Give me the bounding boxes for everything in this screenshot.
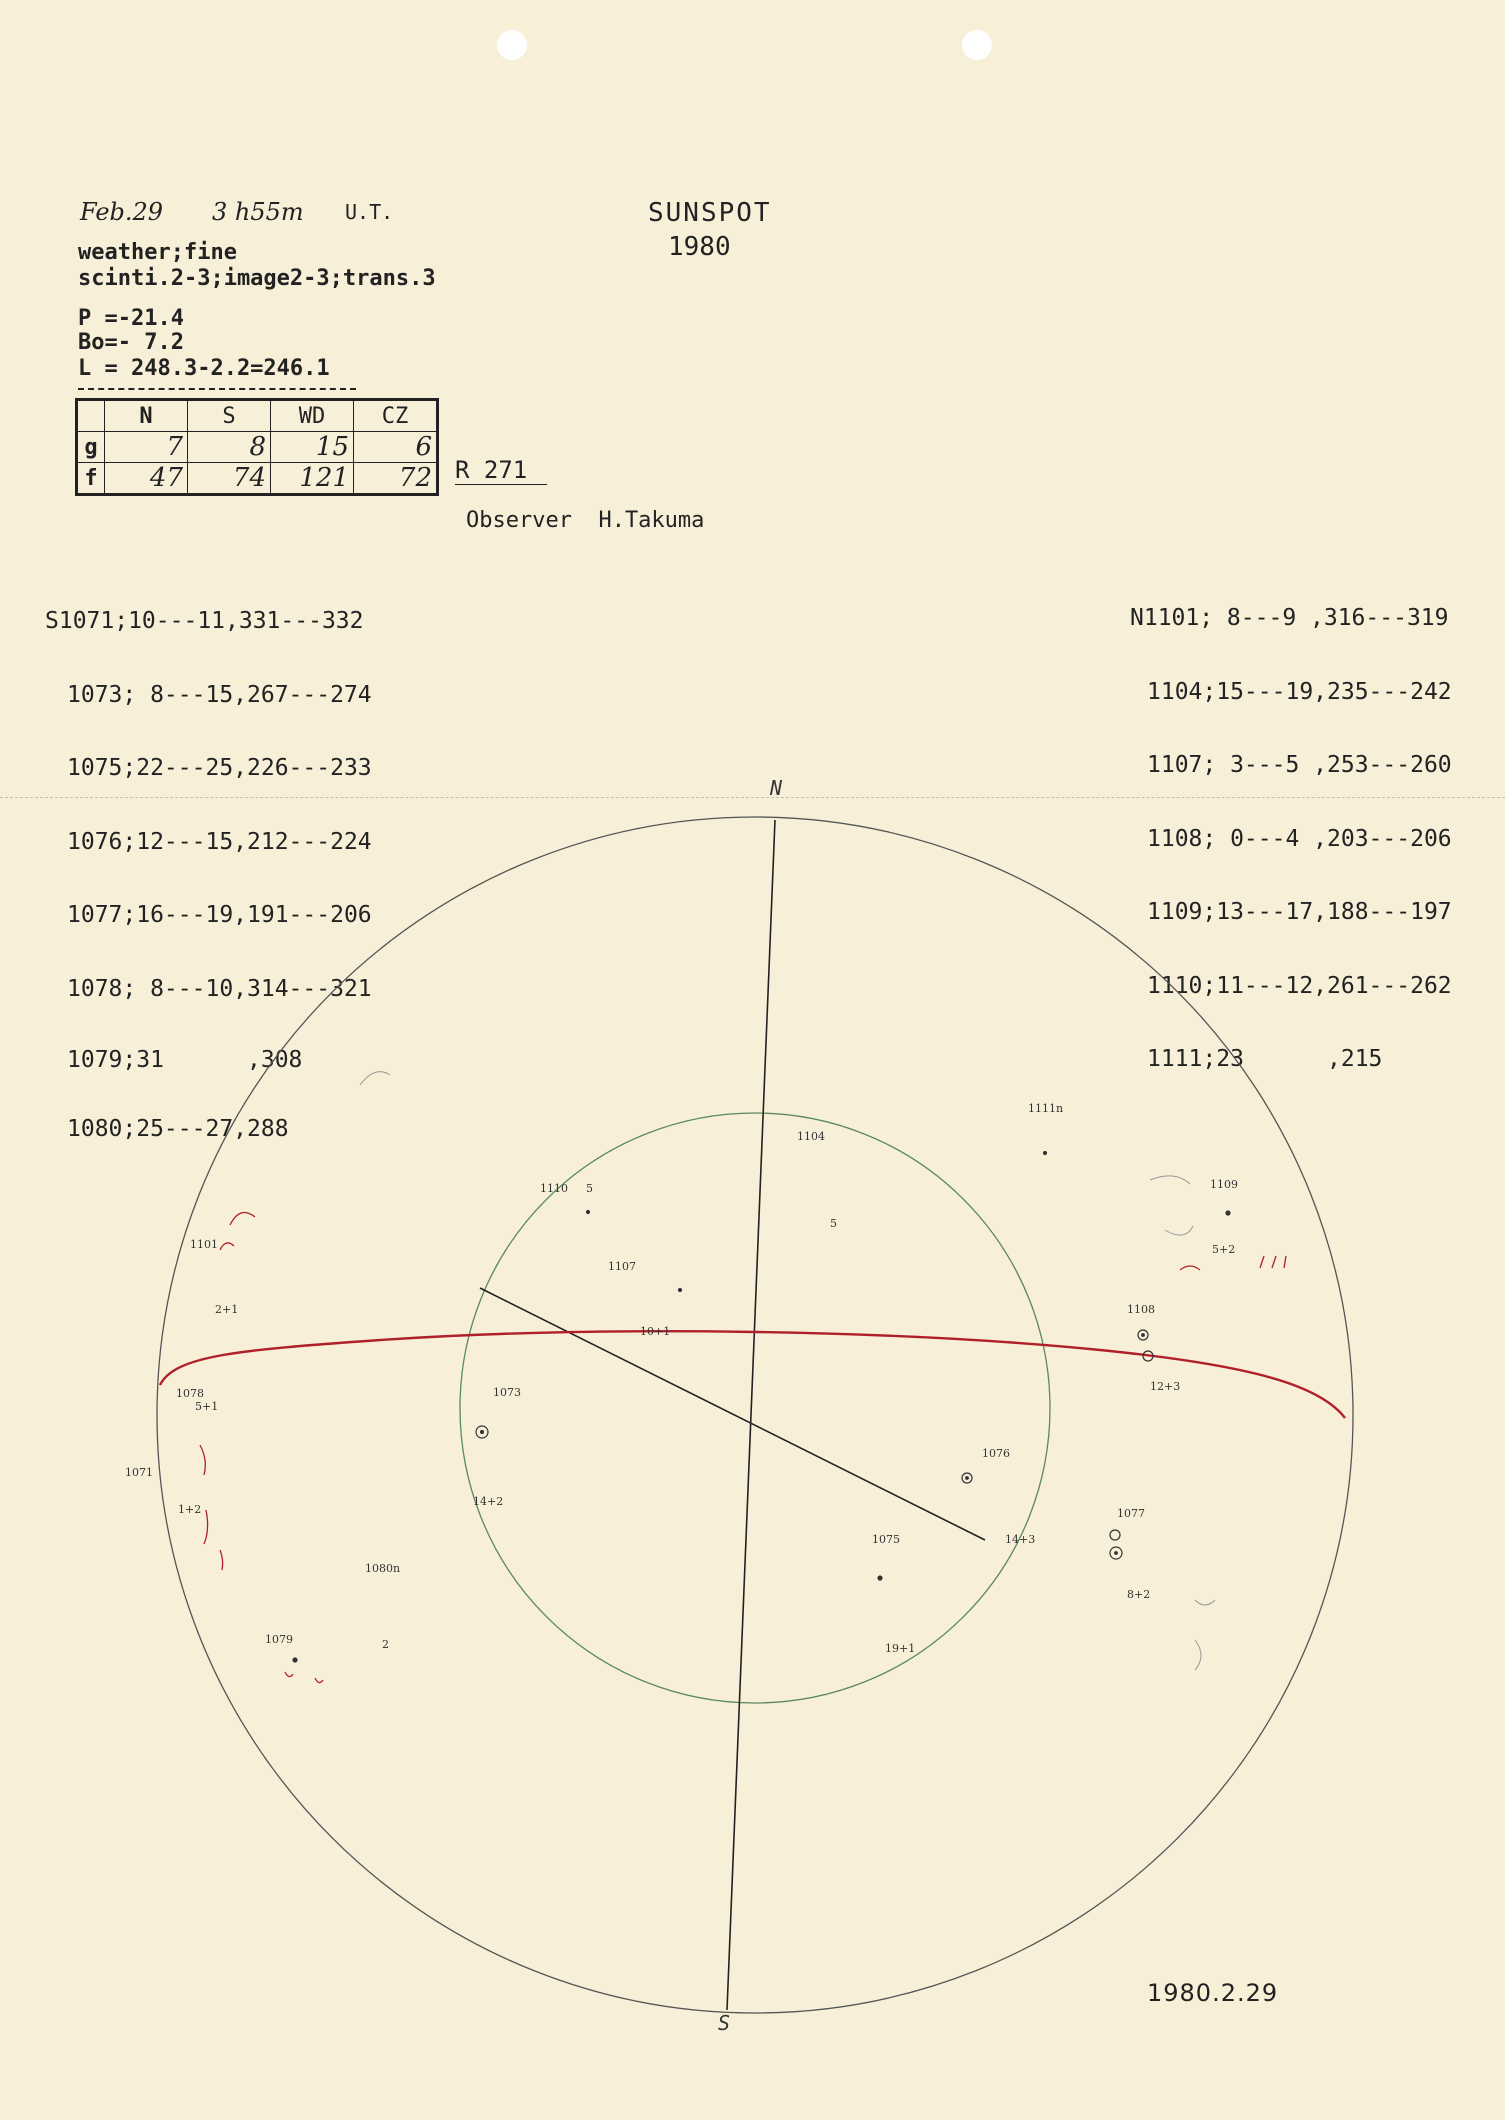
south-region: 1079;31 ,308 xyxy=(67,1047,303,1073)
seeing-line: scinti.2-3;image2-3;trans.3 xyxy=(78,266,436,291)
region-label: 1104 xyxy=(797,1130,825,1143)
north-region: 1110;11---12,261---262 xyxy=(1147,972,1452,999)
count-cell: 7 xyxy=(105,432,188,463)
column-header: N xyxy=(105,400,188,432)
sunspot-markings xyxy=(293,1152,1230,1663)
south-region: 1076;12---15,212---224 xyxy=(67,828,372,855)
region-label: 1109 xyxy=(1210,1178,1238,1191)
region-label: 1108 xyxy=(1127,1303,1155,1316)
north-region: 1104;15---19,235---242 xyxy=(1147,678,1452,705)
region-label: 19+1 xyxy=(885,1642,916,1655)
column-header: S xyxy=(188,400,271,432)
solar-disk-outline xyxy=(157,817,1353,2013)
region-label: 1+2 xyxy=(178,1503,202,1516)
bo-angle: Bo=- 7.2 xyxy=(78,330,184,355)
observer: Observer H.Takuma xyxy=(466,508,705,533)
region-label: 10+1 xyxy=(640,1325,671,1338)
north-region: 1107; 3---5 ,253---260 xyxy=(1147,752,1452,778)
footer-date: 1980.2.29 xyxy=(1147,1979,1279,2007)
region-label: 1079 xyxy=(265,1633,293,1646)
region-label: 1107 xyxy=(608,1260,636,1273)
north-region: 1111;23 ,215 xyxy=(1147,1046,1383,1072)
south-region: 1077;16---19,191---206 xyxy=(67,902,372,928)
region-label: 5 xyxy=(830,1217,837,1230)
south-region: S1071;10---11,331---332 xyxy=(45,608,364,634)
document-title: SUNSPOT xyxy=(648,198,772,228)
sunspot-1077a xyxy=(1110,1530,1120,1540)
sunspot-1109 xyxy=(1226,1211,1230,1215)
column-header: WD xyxy=(271,400,354,432)
count-cell: 72 xyxy=(354,463,438,495)
south-region: 1078; 8---10,314---321 xyxy=(67,975,372,1002)
region-label: 1110 xyxy=(540,1182,568,1195)
central-meridian-line xyxy=(480,1288,985,1540)
row-label: f xyxy=(77,463,105,495)
observation-date: Feb.29 xyxy=(80,198,164,226)
observation-time: 3 h55m xyxy=(212,198,304,226)
count-cell: 6 xyxy=(354,432,438,463)
l-longitude: L = 248.3-2.2=246.1 xyxy=(78,356,330,381)
south-region: 1075;22---25,226---233 xyxy=(67,755,372,781)
region-label: 12+3 xyxy=(1150,1380,1181,1393)
north-mark: N xyxy=(770,776,783,800)
sunspot-1079 xyxy=(293,1658,297,1662)
count-cell: 74 xyxy=(188,463,271,495)
count-cell: 121 xyxy=(271,463,354,495)
region-label: 2+1 xyxy=(215,1303,239,1316)
north-region: 1108; 0---4 ,203---206 xyxy=(1147,825,1452,852)
count-cell: 15 xyxy=(271,432,354,463)
sunspot-1075 xyxy=(878,1576,882,1580)
region-label: 5+1 xyxy=(195,1400,219,1413)
region-label: 5 xyxy=(586,1182,593,1195)
region-label: 14+2 xyxy=(473,1495,504,1508)
south-region: 1073; 8---15,267---274 xyxy=(67,681,372,708)
south-region: 1080;25---27,288 xyxy=(67,1116,289,1142)
region-label: 1111n xyxy=(1028,1102,1064,1115)
region-label: 1080n xyxy=(365,1562,401,1575)
sunspot-1111 xyxy=(1044,1152,1047,1155)
sunspot-1107 xyxy=(679,1289,682,1292)
region-label: 1078 xyxy=(176,1387,204,1400)
sunspot-1110 xyxy=(587,1211,590,1214)
region-label: 8+2 xyxy=(1127,1588,1151,1601)
region-label: 5+2 xyxy=(1212,1243,1236,1256)
region-label: 1075 xyxy=(872,1533,900,1546)
column-header: CZ xyxy=(354,400,438,432)
document-year: 1980 xyxy=(668,232,731,262)
region-label: 1076 xyxy=(982,1447,1010,1460)
region-label: 1073 xyxy=(493,1386,521,1399)
region-label: 1077 xyxy=(1117,1507,1145,1520)
inner-reference-circle xyxy=(460,1113,1050,1703)
region-label: 14+3 xyxy=(1005,1533,1036,1546)
north-region: N1101; 8---9 ,316---319 xyxy=(1130,605,1449,631)
row-label: g xyxy=(77,432,105,463)
north-region: 1109;13---17,188---197 xyxy=(1147,899,1452,925)
r-value: R 271 xyxy=(455,456,547,485)
region-label: 2 xyxy=(382,1638,389,1651)
south-mark: S xyxy=(718,2011,731,2035)
count-cell: 47 xyxy=(105,463,188,495)
pencil-markings xyxy=(360,1072,1215,1670)
count-cell: 8 xyxy=(188,432,271,463)
region-label: 1071 xyxy=(125,1466,153,1479)
p-angle: P =-21.4 xyxy=(78,306,184,331)
region-label: 1101 xyxy=(190,1238,218,1251)
weather-line: weather;fine xyxy=(78,240,237,265)
time-zone: U.T. xyxy=(345,200,394,224)
